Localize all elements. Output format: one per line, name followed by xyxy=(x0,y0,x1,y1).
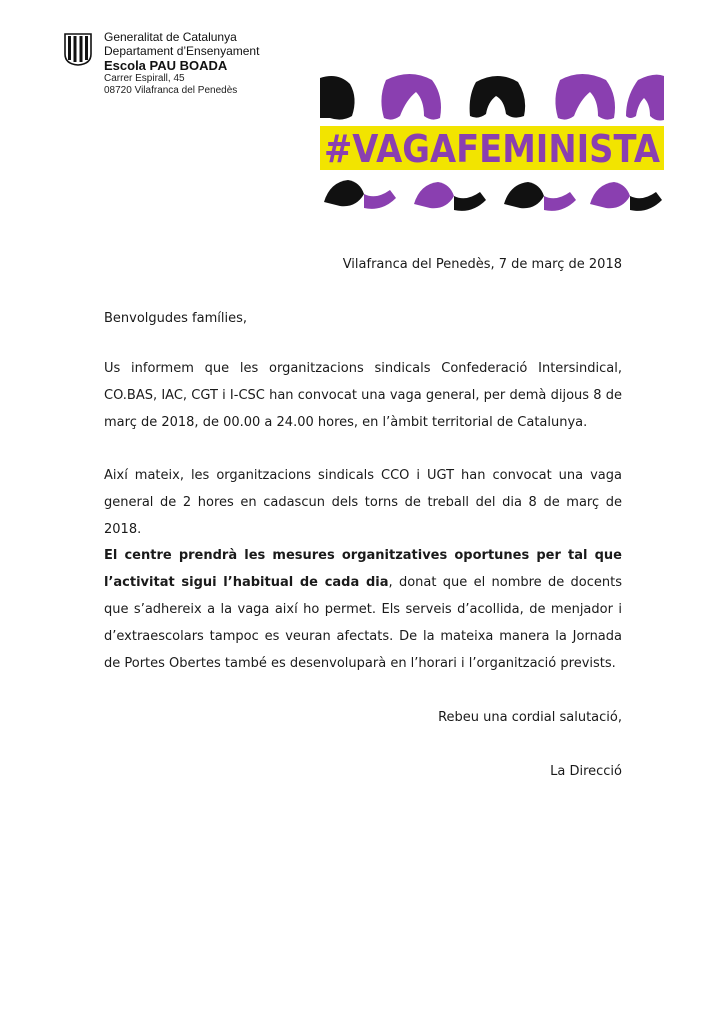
paragraph-school-measures-bold: El centre prendrà les mesures organitzatives oportunes per tal que l’activitat sigui l’habitual de cada dia xyxy=(104,548,622,590)
department-name: Departament d’Ensenyament xyxy=(104,44,260,58)
institution-name: Generalitat de Catalunya xyxy=(104,30,237,44)
letter-closing: Rebeu una cordial salutació, xyxy=(438,710,622,725)
paragraph-strike-announcement: Us informem que les organitzacions sindicals Confederació Intersindical, CO.BAS, IAC, CGT i I-CSC han convocat una vaga general, per demà dijous 8 de març de 2018, de 00.00 a 24.00 hores, en l’àmbit territorial de Catalunya. xyxy=(104,361,622,430)
vaga-feminista-illustration xyxy=(320,70,664,215)
letterhead-text xyxy=(104,30,334,97)
paragraph-school-measures-rest: , donat que el nombre de docents que s’adhereix a la vaga així ho permet. Els serveis d’acollida, de menjador i d’extraescolars tampoc es veuran afectats. De la mateixa manera la Jornada de Portes Obertes també es desenvoluparà en l’horari i l’organització prevists. xyxy=(104,575,622,671)
paragraph-partial-strike: Així mateix, les organitzacions sindicals CCO i UGT han convocat una vaga general de 2 hores en cadascun dels torns de treball del dia 8 de març de 2018. xyxy=(104,468,622,537)
paragraph-school-measures xyxy=(104,542,622,677)
letter-date: Vilafranca del Penedès, 7 de març de 2018 xyxy=(342,257,622,272)
raised-arms-row-icon xyxy=(324,180,662,211)
school-address-street: Carrer Espirall, 45 xyxy=(104,73,185,84)
generalitat-logo-icon xyxy=(64,32,92,66)
school-name: Escola PAU BOADA xyxy=(104,58,228,73)
vaga-feminista-banner xyxy=(320,70,664,215)
letter-signature: La Direcció xyxy=(550,764,622,779)
heads-row-icon xyxy=(320,74,664,121)
school-address-city: 08720 Vilafranca del Penedès xyxy=(104,85,238,96)
letter-greeting: Benvolgudes famílies, xyxy=(104,311,248,326)
slogan-text: #VAGAFEMINISTA xyxy=(324,127,661,171)
